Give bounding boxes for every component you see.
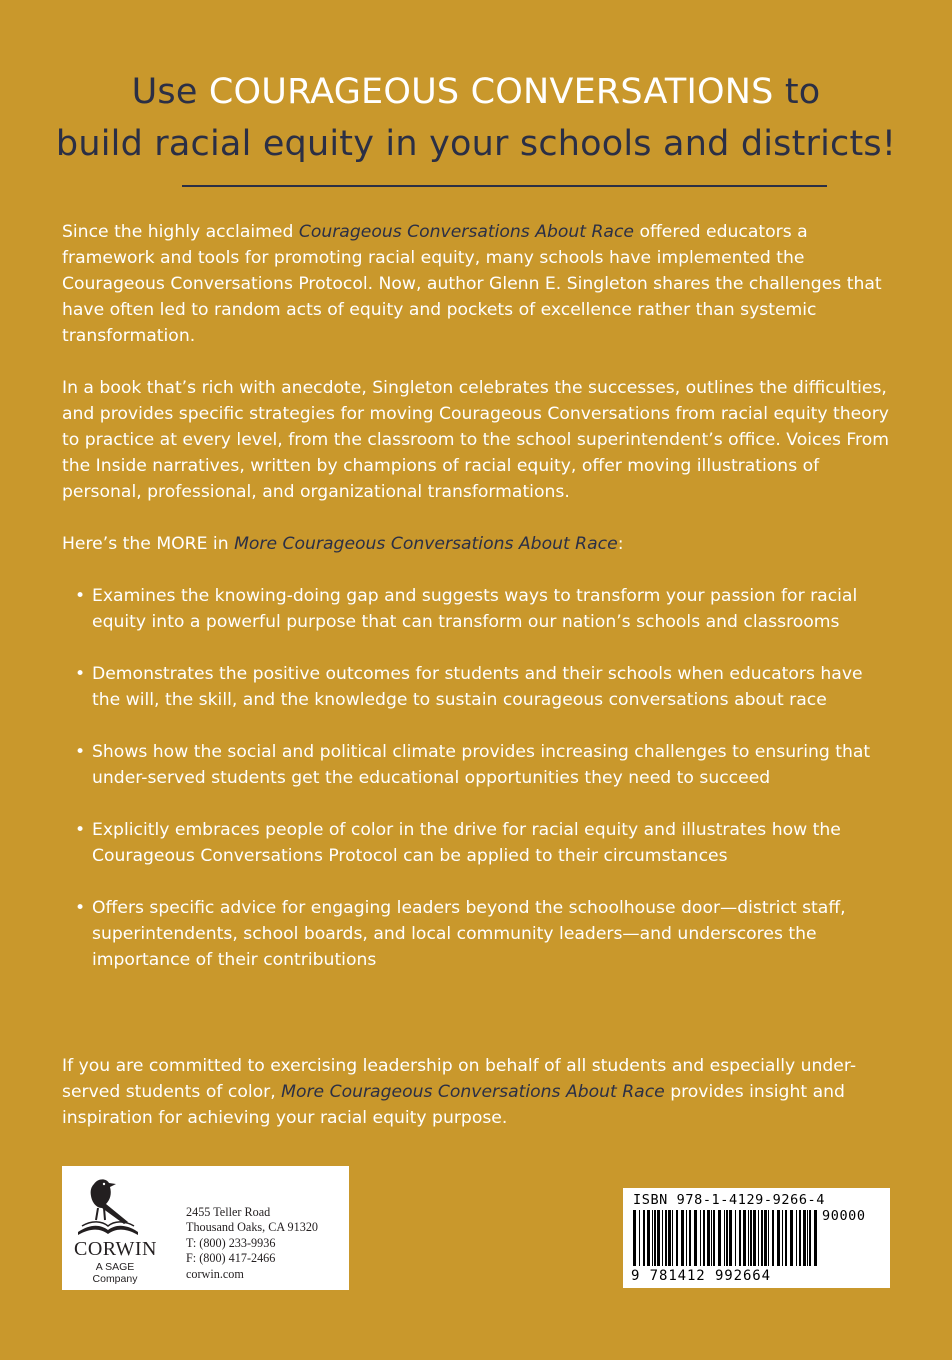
barcode-bar bbox=[750, 1210, 752, 1266]
list-item: • Examines the knowing-doing gap and suggests ways to transform your passion for racial equity into a powerful purpose that can transform our nation’s schools and classrooms bbox=[62, 583, 892, 635]
headline bbox=[0, 66, 952, 170]
isbn-text: ISBN 978-1-4129-9266-4 bbox=[633, 1192, 826, 1208]
barcode-bar bbox=[790, 1210, 793, 1266]
barcode-bar bbox=[724, 1210, 725, 1266]
book-title: More Courageous Conversations About Race bbox=[234, 534, 618, 554]
barcode-bar bbox=[803, 1210, 806, 1266]
barcode-bar bbox=[814, 1210, 817, 1266]
barcode-bar bbox=[654, 1210, 656, 1266]
barcode-bar bbox=[652, 1210, 653, 1266]
paragraph-intro: Since the highly acclaimed Courageous Conversations About Race offered educators a framework and tools for promoting racial equity, many schools have implemented the Courageous Conversations Protocol. Now, author Glenn E. Singleton shares the challenges that have often led to random acts of equity and pockets of excellence rather than systemic transformation. bbox=[62, 222, 882, 346]
headline-line-1: Use COURAGEOUS CONVERSATIONS to bbox=[131, 72, 821, 112]
list-item: • Shows how the social and political climate provides increasing challenges to ensuring that under-served students get the educational opportunities they need to succeed bbox=[62, 739, 892, 791]
barcode-bar bbox=[785, 1210, 787, 1266]
barcode-bar bbox=[665, 1210, 667, 1266]
barcode-box bbox=[623, 1188, 890, 1288]
barcode-bar bbox=[657, 1210, 660, 1266]
barcode-bar bbox=[700, 1210, 701, 1266]
publisher-subtitle: A SAGE Company bbox=[92, 1261, 138, 1285]
barcode-bar bbox=[796, 1210, 797, 1266]
barcode-bars bbox=[631, 1210, 821, 1268]
headline-caps: COURAGEOUS CONVERSATIONS bbox=[208, 72, 774, 112]
barcode-bar bbox=[807, 1210, 808, 1266]
barcode-bar bbox=[753, 1210, 756, 1266]
bullet-icon: • bbox=[75, 664, 86, 684]
address-line: corwin.com bbox=[186, 1266, 244, 1281]
barcode-bar bbox=[799, 1210, 801, 1266]
barcode-bar bbox=[748, 1210, 749, 1266]
barcode-bar bbox=[672, 1210, 673, 1266]
bullet-icon: • bbox=[75, 742, 86, 762]
bullet-icon: • bbox=[75, 898, 86, 918]
feature-list bbox=[62, 583, 892, 973]
barcode-bar bbox=[726, 1210, 728, 1266]
publisher-address bbox=[186, 1205, 318, 1282]
barcode-bar bbox=[707, 1210, 710, 1266]
barcode-bar bbox=[668, 1210, 671, 1266]
barcode-bar bbox=[703, 1210, 705, 1266]
headline-line-2: build racial equity in your schools and districts! bbox=[55, 124, 897, 164]
paragraph-more: Here’s the MORE in More Courageous Conversations About Race: bbox=[62, 534, 624, 554]
barcode-bar bbox=[662, 1210, 663, 1266]
barcode-bar bbox=[764, 1210, 767, 1266]
barcode-bar bbox=[739, 1210, 741, 1266]
barcode-bar bbox=[735, 1210, 736, 1266]
barcode-bar bbox=[743, 1210, 746, 1266]
address-line: F: (800) 417-2466 bbox=[186, 1251, 276, 1266]
barcode-bar bbox=[676, 1210, 678, 1266]
barcode-bar bbox=[639, 1210, 640, 1266]
price-code: 90000 bbox=[822, 1208, 866, 1224]
barcode-bar bbox=[643, 1210, 645, 1266]
barcode-bar bbox=[782, 1210, 783, 1266]
barcode-bar bbox=[633, 1210, 636, 1266]
barcode-bar bbox=[713, 1210, 715, 1266]
publisher-name: CORWIN bbox=[74, 1238, 157, 1260]
barcode-bar bbox=[686, 1210, 687, 1266]
book-title: Courageous Conversations About Race bbox=[298, 222, 634, 242]
barcode-bar bbox=[758, 1210, 759, 1266]
list-item: • Demonstrates the positive outcomes for students and their schools when educators have the will, the skill, and the knowledge to sustain courageous conversations about race bbox=[62, 661, 892, 713]
barcode-bar bbox=[689, 1210, 691, 1266]
bullet-icon: • bbox=[75, 820, 86, 840]
address-line: 2455 Teller Road bbox=[186, 1205, 271, 1219]
barcode-bar bbox=[809, 1210, 811, 1266]
bullet-icon: • bbox=[75, 586, 86, 606]
barcode-bar bbox=[694, 1210, 697, 1266]
publisher-box bbox=[62, 1166, 349, 1290]
barcode-bar bbox=[647, 1210, 650, 1266]
address-line: Thousand Oaks, CA 91320 bbox=[186, 1220, 319, 1235]
barcode-bar bbox=[718, 1210, 721, 1266]
barcode-bar bbox=[711, 1210, 712, 1266]
barcode-digits: 9 781412 992664 bbox=[631, 1268, 771, 1284]
book-title: More Courageous Conversations About Race bbox=[281, 1082, 665, 1102]
address-line: T: (800) 233-9936 bbox=[186, 1235, 276, 1250]
paragraph-anecdote: In a book that’s rich with anecdote, Singleton celebrates the successes, outlines the difficulties, and provides specific strategies for moving Courageous Conversations from racial equity theory to practice at every level, from the classroom to the school superintendent’s office. Voices From the Inside narratives, written by champions of racial equity, offer moving illustrations of personal, professional, and organizational transformations. bbox=[62, 378, 890, 502]
barcode-bar bbox=[772, 1210, 774, 1266]
crow-on-book-icon bbox=[76, 1174, 140, 1236]
list-item: • Explicitly embraces people of color in the drive for racial equity and illustrates how the Courageous Conversations Protocol can be applied to their circumstances bbox=[62, 817, 892, 869]
barcode-bar bbox=[777, 1210, 780, 1266]
barcode-bar bbox=[768, 1210, 769, 1266]
barcode-bar bbox=[729, 1210, 732, 1266]
barcode-bar bbox=[761, 1210, 763, 1266]
list-item: • Offers specific advice for engaging leaders beyond the schoolhouse door—district staff, superintendents, school boards, and local community leaders—and underscores the importance of their contributions bbox=[62, 895, 892, 973]
barcode-bar bbox=[681, 1210, 684, 1266]
divider-rule bbox=[182, 185, 827, 187]
paragraph-closing: If you are committed to exercising leadership on behalf of all students and especially under-served students of color, More Courageous Conversations About Race provides insight and inspiration for achieving your racial equity purpose. bbox=[62, 1056, 857, 1128]
